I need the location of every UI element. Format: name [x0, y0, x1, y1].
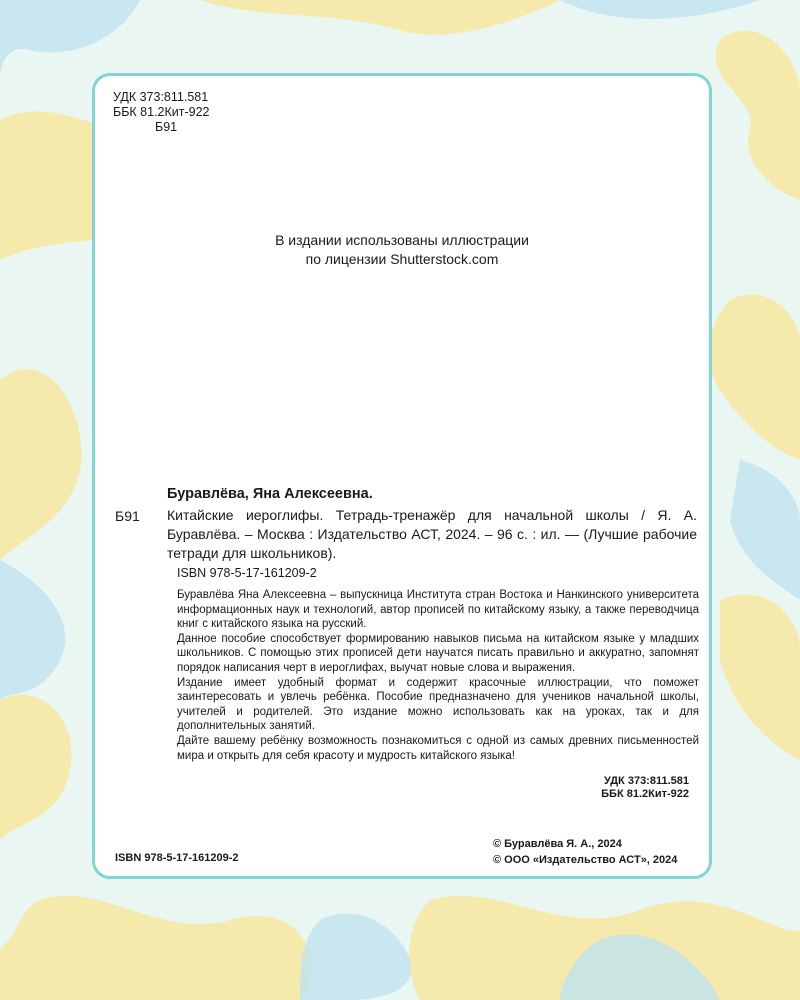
copyright-block [493, 836, 677, 868]
udk-bottom-block: УДК 373:811.581 ББК 81.2Кит-922 [601, 775, 689, 800]
isbn-bottom: ISBN 978-5-17-161209-2 [115, 852, 239, 864]
copyright-publisher: © ООО «Издательство АСТ», 2024 [493, 854, 678, 866]
imprint-page [92, 73, 712, 879]
bibliography-title: Китайские иероглифы. Тетрадь-тренажёр для начальной школы / Я. А. Буравлёва. – Москва : Издательство АСТ, 2024. – 96 с. : ил. — (Лучшие рабочие тетради для школьников). [167, 507, 697, 561]
udk-code: УДК 373:811.581 [113, 90, 209, 104]
annotation-paragraph: Издание имеет удобный формат и содержит красочные иллюстрации, что поможет заинтересовать и увлечь ребёнка. Пособие предназначено для учеников начальной школы, учителей и родителей. Это издание можно использовать как на уроках, так и для дополнительных занятий. [177, 676, 699, 733]
bbk-code: ББК 81.2Кит-922 [113, 105, 210, 119]
annotation-paragraph: Дайте вашему ребёнку возможность познакомиться с одной из самых древних письменностей мира и открыть для себя красоту и мудрость китайского языка! [177, 734, 699, 762]
annotation [177, 588, 699, 763]
license-note: В издании использованы иллюстрации по лицензии Shutterstock.com [275, 232, 529, 267]
annotation-paragraph: Данное пособие способствует формированию навыков письма на китайском языке у младших школьников. С помощью этих прописей дети научатся писать правильно и аккуратно, запомнят порядок написания черт в иероглифах, выучат новые слова и выражения. [177, 632, 699, 674]
bibliography-author: Буравлёва, Яна Алексеевна. [167, 486, 373, 502]
bibliography-code: Б91 [115, 508, 140, 524]
author-sign: Б91 [155, 120, 178, 134]
copyright-author: © Буравлёва Я. А., 2024 [493, 838, 622, 850]
udk-top-block [113, 90, 210, 135]
annotation-paragraph: Буравлёва Яна Алексеевна – выпускница Института стран Востока и Нанкинского университета информационных наук и технологий, автор прописей по китайскому языку, а также переводчица книг с китайского языка на русский. [177, 589, 699, 631]
bibliography-isbn: ISBN 978-5-17-161209-2 [177, 566, 317, 580]
